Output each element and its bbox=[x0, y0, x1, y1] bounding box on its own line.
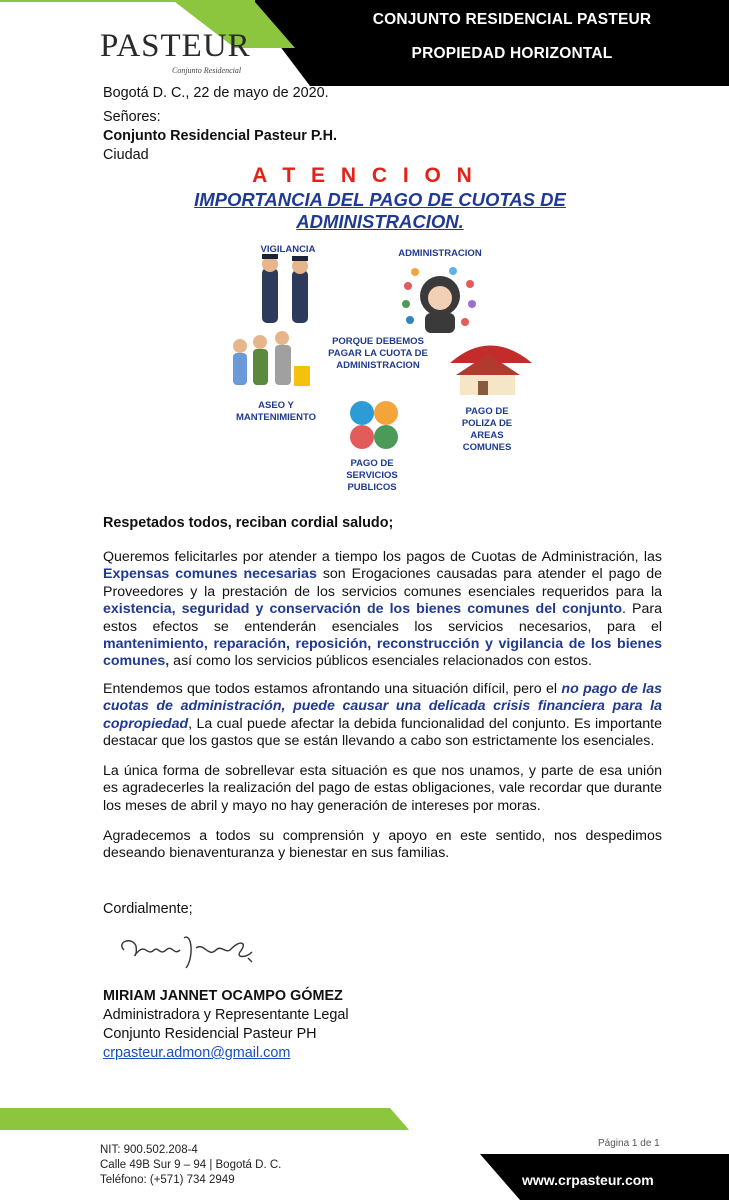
paragraph-2 bbox=[103, 681, 662, 751]
attention-heading: A T E N C I O N bbox=[252, 164, 477, 187]
letter-date: Bogotá D. C., 22 de mayo de 2020. bbox=[103, 85, 329, 101]
logo-word: PASTEUR bbox=[100, 28, 251, 64]
label-administracion: ADMINISTRACION bbox=[398, 248, 482, 259]
utilities-icon bbox=[350, 401, 398, 449]
pasteur-logo bbox=[100, 30, 250, 78]
footer-website[interactable]: www.crpasteur.com bbox=[522, 1172, 654, 1188]
header-title-line2: PROPIEDAD HORIZONTAL bbox=[411, 45, 613, 62]
footer-address: Calle 49B Sur 9 – 94 | Bogotá D. C. bbox=[100, 1159, 282, 1171]
footer-phone: Teléfono: (+571) 734 2949 bbox=[100, 1174, 235, 1186]
letter-recipient: Conjunto Residencial Pasteur P.H. bbox=[103, 128, 338, 144]
signature bbox=[112, 928, 262, 973]
p2-run-2: , La cual puede afectar la debida funcionalidad del conjunto. Es importante destacar que los gastos que se están llevando a cabo son estrictamente los esenciales. bbox=[103, 715, 662, 750]
p2-run-1: no pago de las cuotas de administración, puede causar una delicada crisis financiera para la copropiedad bbox=[103, 681, 662, 732]
letter-salutation: Señores: bbox=[103, 109, 161, 125]
logo-tagline: Conjunto Residencial bbox=[172, 66, 242, 75]
page-number: Página 1 de 1 bbox=[598, 1138, 660, 1149]
paragraph-4: Agradecemos a todos su comprensión y apoyo en este sentido, nos despedimos deseando bienaventuranza y bienestar en sus familias. bbox=[103, 828, 662, 862]
paragraph-1 bbox=[103, 549, 662, 671]
house-umbrella-icon bbox=[450, 346, 532, 396]
p2-run-0: Entendemos que todos estamos afrontando una situación difícil, pero el bbox=[103, 681, 562, 697]
administration-icon bbox=[402, 267, 476, 333]
closing: Cordialmente; bbox=[103, 901, 193, 917]
label-aseo: ASEO Y MANTENIMIENTO bbox=[235, 400, 317, 423]
signer-name: MIRIAM JANNET OCAMPO GÓMEZ bbox=[103, 988, 343, 1004]
signer-org: Conjunto Residencial Pasteur PH bbox=[103, 1026, 317, 1042]
p1-run-1: Expensas comunes necesarias bbox=[103, 566, 317, 583]
label-poliza: PAGO DE POLIZA DE AREAS COMUNES bbox=[461, 406, 513, 453]
infographic bbox=[220, 238, 540, 498]
greeting: Respetados todos, reciban cordial saludo; bbox=[103, 515, 394, 531]
signer-role: Administradora y Representante Legal bbox=[103, 1007, 349, 1023]
subtitle-heading: IMPORTANCIA DEL PAGO DE CUOTAS DE ADMINISTRACION. bbox=[194, 189, 566, 232]
guards-icon bbox=[262, 254, 308, 323]
p1-run-3: existencia, seguridad y conservación de los bienes comunes del conjunto bbox=[103, 601, 623, 618]
paragraph-3: La única forma de sobrellevar esta situación es que nos unamos, y parte de esa unión es agradecerles la realización del pago de estas obligaciones, vale recordar que durante los meses de abril y mayo no hay generación de intereses por moras. bbox=[103, 763, 662, 814]
label-center: PORQUE DEBEMOS PAGAR LA CUOTA DE ADMINISTRACION bbox=[328, 336, 428, 371]
footer-nit: NIT: 900.502.208-4 bbox=[100, 1144, 198, 1156]
signer-email-link[interactable]: crpasteur.admon@gmail.com bbox=[103, 1045, 291, 1061]
p1-run-4: . Para estos efectos se entenderán esenciales los servicios necesarios, para el bbox=[103, 601, 662, 635]
p1-run-2: son Erogaciones causadas para atender el pago de Proveedores y la prestación de los servicios comunes esenciales requeridos para la bbox=[103, 566, 662, 600]
cleaning-staff-icon bbox=[233, 331, 310, 386]
p1-run-6: así como los servicios públicos esenciales relacionados con estos. bbox=[169, 653, 592, 670]
header-title-line1: CONJUNTO RESIDENCIAL PASTEUR bbox=[372, 11, 652, 28]
letter-city: Ciudad bbox=[103, 147, 149, 163]
label-vigilancia: VIGILANCIA bbox=[260, 244, 316, 255]
label-servicios: PAGO DE SERVICIOS PUBLICOS bbox=[346, 458, 398, 493]
p1-run-5: mantenimiento, reparación, reposición, reconstrucción y vigilancia de los bienes comunes, bbox=[103, 636, 662, 670]
p1-run-0: Queremos felicitarles por atender a tiempo los pagos de Cuotas de Administración, las bbox=[103, 549, 662, 565]
